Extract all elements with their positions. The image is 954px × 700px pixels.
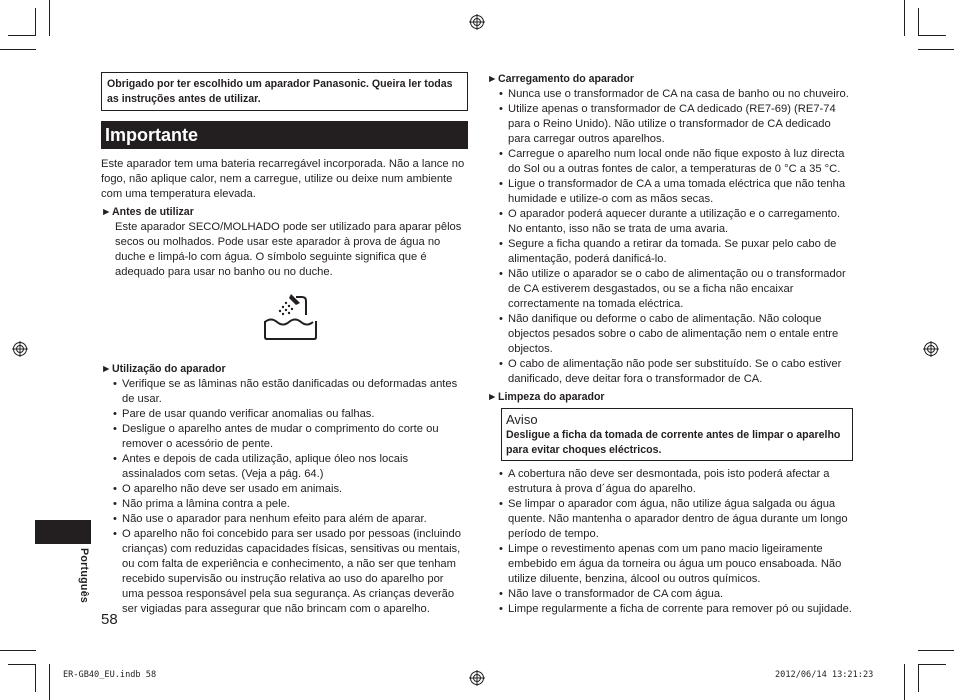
crop-mark xyxy=(918,664,946,665)
list-item: • A cobertura não deve ser desmontada, pois isto poderá afectar a estrutura à prova d´água do aparelho. xyxy=(508,467,853,497)
list-item: • Não use o aparador para nenhum efeito para além de aparar. xyxy=(122,512,468,527)
list-item: • Não utilize o aparador se o cabo de alimentação ou o transformador de CA estiverem desgastados, ou se a ficha não encaixar correctamente na tomada eléctrica. xyxy=(508,267,853,312)
heading-text: Utilização do aparador xyxy=(112,363,226,375)
section-title: Importante xyxy=(101,121,468,149)
list-item: • Desligue o aparelho antes de mudar o comprimento do corte ou remover o acessório de pente. xyxy=(122,422,468,452)
list-item: • Não lave o transformador de CA com água. xyxy=(508,587,853,602)
shower-symbol xyxy=(101,280,468,350)
crop-mark xyxy=(49,0,50,36)
list-item: • O cabo de alimentação não pode ser substituído. Se o cabo estiver danificado, deve deitar fora o transformador de CA. xyxy=(508,357,853,387)
list-item: • O aparelho não foi concebido para ser usado por pessoas (incluindo crianças) com reduzidas capacidades físicas, sensitivas ou mentais, ou com falta de experiência e conhecimento, a não ser que tenham recebido supervisão ou instrução relativa ao uso do aparelho por uma pessoa responsável pela sua segurança. As crianças deverão ser vigiadas para assegurar que não brincam com o aparelho. xyxy=(122,527,468,617)
intro-paragraph: Este aparador tem uma bateria recarregável incorporada. Não a lance no fogo, não aplique calor, nem a carregue, utilize ou deixe num ambiente com uma temperatura elevada. xyxy=(101,158,465,200)
list-item: • Nunca use o transformador de CA na casa de banho ou no chuveiro. xyxy=(508,87,853,102)
charging-heading xyxy=(487,72,853,87)
crop-mark xyxy=(918,8,919,36)
arrow-icon: ► xyxy=(487,391,498,403)
right-column xyxy=(487,72,853,617)
list-item: • Não prima a lâmina contra a pele. xyxy=(122,497,468,512)
cleaning-heading xyxy=(487,390,853,405)
shower-bath-icon xyxy=(262,293,320,341)
crop-mark xyxy=(49,664,50,700)
list-item: • Limpe regularmente a ficha de corrente para remover pó ou sujidade. xyxy=(508,602,853,617)
list-item: • Verifique se as lâminas não estão danificadas ou deformadas antes de usar. xyxy=(122,377,468,407)
crop-mark xyxy=(918,650,954,651)
language-tab xyxy=(35,520,91,544)
crop-mark xyxy=(918,49,954,50)
heading-text: Carregamento do aparador xyxy=(498,73,634,85)
crop-mark xyxy=(918,35,946,36)
registration-mark-icon xyxy=(12,341,28,357)
list-item: • Não danifique ou deforme o cabo de alimentação. Não coloque objectos pesados sobre o cabo de alimentação nem o entale entre objectos. xyxy=(508,312,853,357)
crop-mark xyxy=(35,664,36,692)
left-column xyxy=(101,72,468,617)
language-label: Português xyxy=(78,548,90,604)
list-item: • Se limpar o aparador com água, não utilize água salgada ou água quente. Não mantenha o aparador dentro de água durante um longo período de tempo. xyxy=(508,497,853,542)
cleaning-list xyxy=(487,467,853,617)
list-item: • O aparador poderá aquecer durante a utilização e o carregamento. No entanto, isso não se trata de uma avaria. xyxy=(508,207,853,237)
arrow-icon: ► xyxy=(487,73,498,85)
list-item: • Antes e depois de cada utilização, aplique óleo nos locais assinalados com setas. (Veja a pág. 64.) xyxy=(122,452,468,482)
list-item: • Carregue o aparelho num local onde não fique exposto à luz directa do Sol ou a outras fontes de calor, a temperaturas de 0 °C a 35 °C. xyxy=(508,147,853,177)
list-item: • Segure a ficha quando a retirar da tomada. Se puxar pelo cabo de alimentação, poderá danificá-lo. xyxy=(508,237,853,267)
crop-mark xyxy=(0,49,36,50)
footer-file-info: ER-GB40_EU.indb 58 xyxy=(63,670,157,680)
arrow-icon: ► xyxy=(101,206,112,218)
page-number: 58 xyxy=(101,611,118,628)
list-item: • O aparelho não deve ser usado em animais. xyxy=(122,482,468,497)
arrow-icon: ► xyxy=(101,363,112,375)
warning-body: Desligue a ficha da tomada de corrente antes de limpar o aparelho para evitar choques eléctricos. xyxy=(506,429,841,456)
before-use-body: Este aparador SECO/MOLHADO pode ser utilizado para aparar pêlos secos ou molhados. Pode usar este aparador à prova de água no duche e limpá-lo com água. O símbolo seguinte significa que é adequado para usar no banho ou no duche. xyxy=(115,221,462,278)
crop-mark xyxy=(904,664,905,700)
list-item: • Pare de usar quando verificar anomalias ou falhas. xyxy=(122,407,468,422)
crop-mark xyxy=(918,664,919,692)
use-list xyxy=(101,377,468,617)
list-item: • Utilize apenas o transformador de CA dedicado (RE7-69) (RE7-74 para o Reino Unido). Não utilize o transformador de CA dedicado para carregar outros aparelhos. xyxy=(508,102,853,147)
warning-box xyxy=(501,408,853,461)
intro-box: Obrigado por ter escolhido um aparador Panasonic. Queira ler todas as instruções antes de utilizar. xyxy=(101,72,468,111)
registration-mark-icon xyxy=(923,341,939,357)
registration-mark-icon xyxy=(469,670,485,686)
before-use-heading xyxy=(101,205,468,220)
list-item: • Ligue o transformador de CA a uma tomada eléctrica que não tenha humidade e utilize-o com as mãos secas. xyxy=(508,177,853,207)
crop-mark xyxy=(8,664,36,665)
footer-timestamp: 2012/06/14 13:21:23 xyxy=(775,670,874,680)
use-heading xyxy=(101,362,468,377)
heading-text: Limpeza do aparador xyxy=(498,391,605,403)
crop-mark xyxy=(35,8,36,36)
charging-list xyxy=(487,87,853,387)
crop-mark xyxy=(904,0,905,36)
heading-text: Antes de utilizar xyxy=(112,206,194,218)
crop-mark xyxy=(0,650,36,651)
list-item: • Limpe o revestimento apenas com um pano macio ligeiramente embebido em água da torneira ou água um pouco ensaboada. Não utilize diluente, benzina, álcool ou outros químicos. xyxy=(508,542,853,587)
warning-title: Aviso xyxy=(506,412,538,427)
registration-mark-icon xyxy=(469,14,485,30)
crop-mark xyxy=(8,35,36,36)
